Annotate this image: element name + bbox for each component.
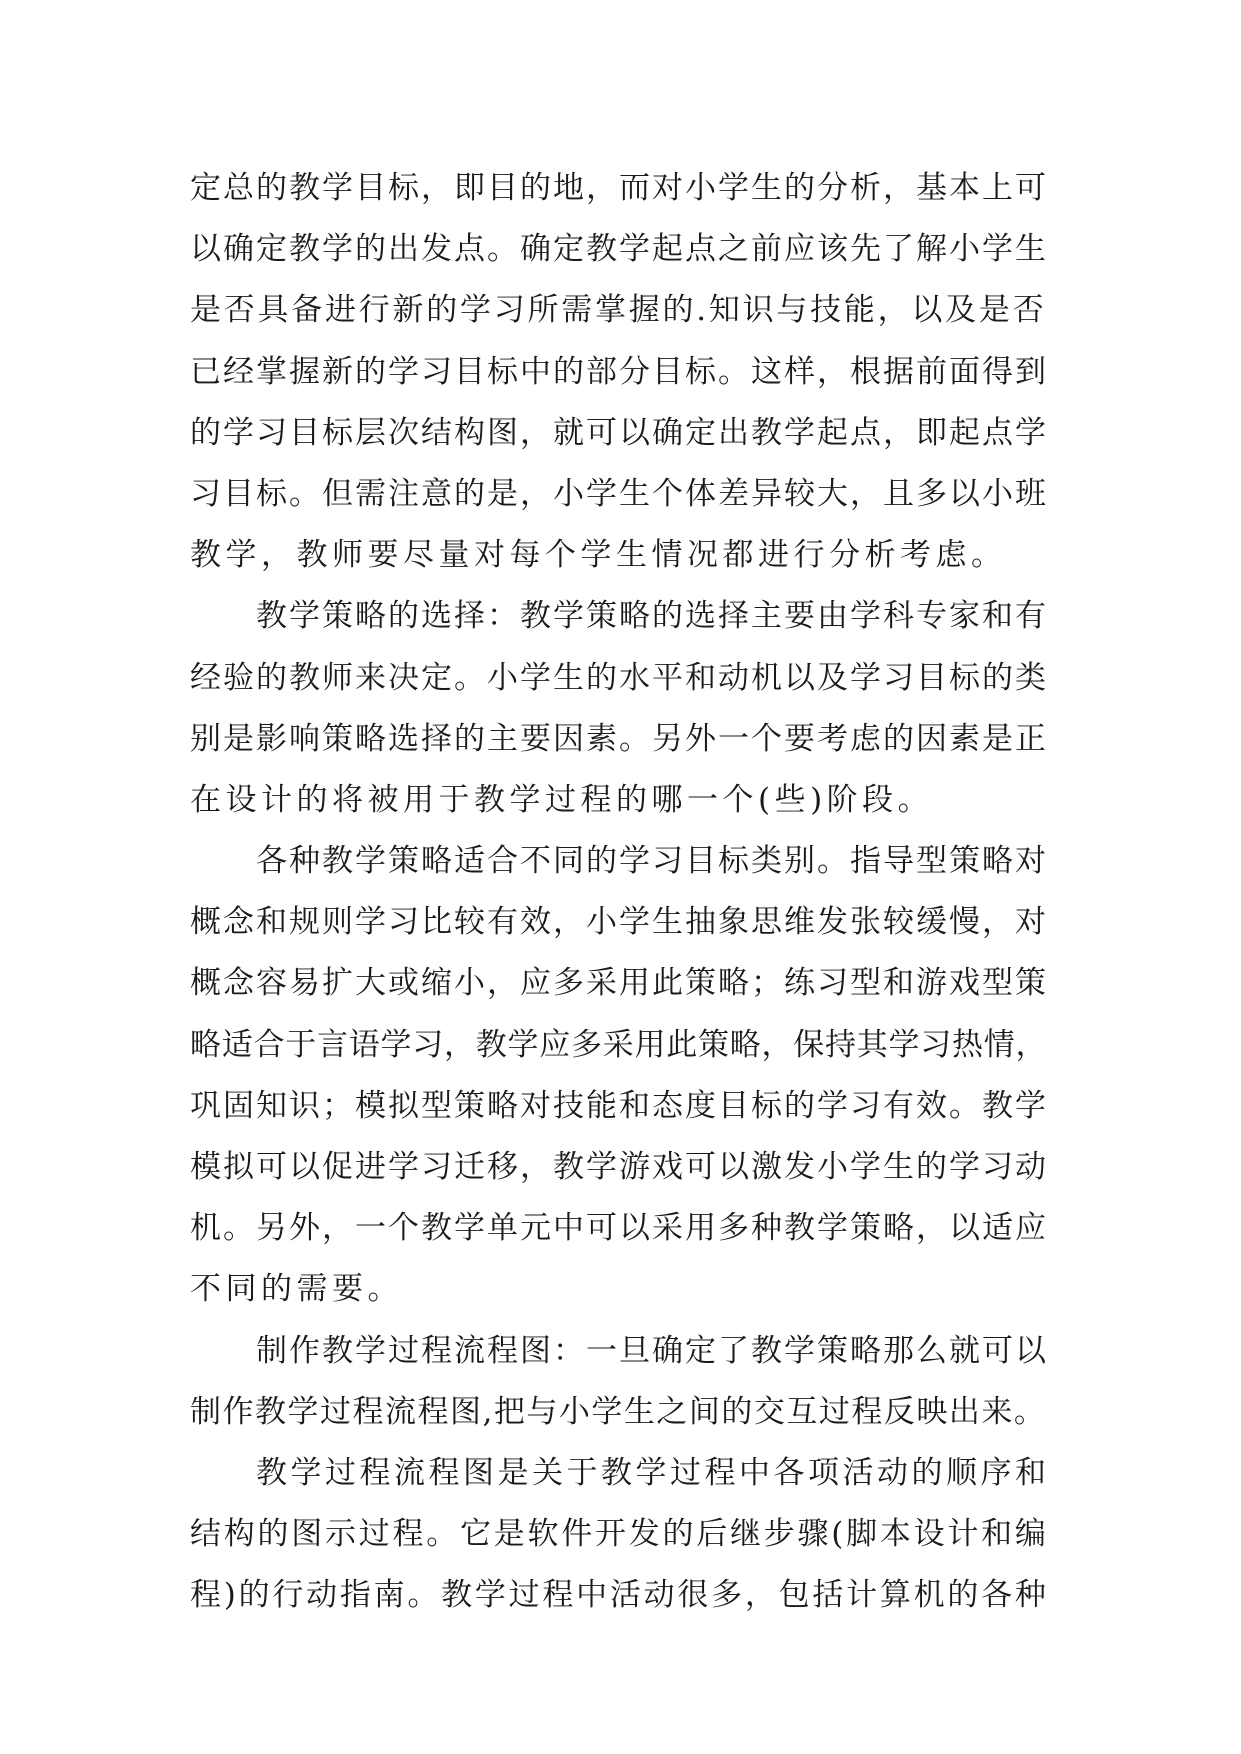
text-line: 巩固知识；模拟型策略对技能和态度目标的学习有效。教学: [190, 1087, 1048, 1124]
text-line: 略适合于言语学习，教学应多采用此策略，保持其学习热情，: [190, 1026, 1048, 1063]
text-line: 教学，教师要尽量对每个学生情况都进行分析考虑。: [190, 537, 1007, 574]
text-line: 是否具备进行新的学习所需掌握的.知识与技能，以及是否: [190, 292, 1047, 329]
paragraph-first-line: 制作教学过程流程图：一旦确定了教学策略那么就可以: [256, 1332, 1048, 1369]
text-line: 模拟可以促进学习迁移，教学游戏可以激发小学生的学习动: [190, 1149, 1048, 1185]
text-line: 的学习目标层次结构图，就可以确定出教学起点，即起点学: [190, 414, 1048, 451]
text-line: 机。另外，一个教学单元中可以采用多种教学策略，以适应: [190, 1210, 1048, 1247]
text-line: 概念和规则学习比较有效，小学生抽象思维发张较缓慢，对: [190, 904, 1048, 941]
text-line: 已经掌握新的学习目标中的部分目标。这样，根据前面得到: [190, 353, 1048, 390]
text-line: 不同的需要。: [190, 1271, 403, 1308]
text-line: 程)的行动指南。教学过程中活动很多，包括计算机的各种: [190, 1577, 1049, 1614]
text-line: 以确定教学的出发点。确定教学起点之前应该先了解小学生: [190, 231, 1048, 268]
paragraph-first-line: 各种教学策略适合不同的学习目标类别。指导型策略对: [256, 843, 1048, 880]
text-line: 别是影响策略选择的主要因素。另外一个要考虑的因素是正: [190, 720, 1048, 757]
body-text: [190, 158, 1050, 1627]
text-line: 概念容易扩大或缩小，应多采用此策略；练习型和游戏型策: [190, 965, 1048, 1002]
text-line: 在设计的将被用于教学过程的哪一个(些)阶段。: [190, 781, 934, 818]
paragraph-first-line: 教学策略的选择：教学策略的选择主要由学科专家和有: [256, 598, 1048, 635]
text-line: 制作教学过程流程图,把与小学生之间的交互过程反映出来。: [190, 1393, 1047, 1430]
text-line: 习目标。但需注意的是，小学生个体差异较大，且多以小班: [190, 475, 1048, 512]
text-line: 结构的图示过程。它是软件开发的后继步骤(脚本设计和编: [190, 1516, 1049, 1553]
text-line: 定总的教学目标，即目的地，而对小学生的分析，基本上可: [190, 170, 1048, 206]
text-line: 经验的教师来决定。小学生的水平和动机以及学习目标的类: [190, 659, 1048, 696]
paragraph-first-line: 教学过程流程图是关于教学过程中各项活动的顺序和: [256, 1454, 1050, 1491]
